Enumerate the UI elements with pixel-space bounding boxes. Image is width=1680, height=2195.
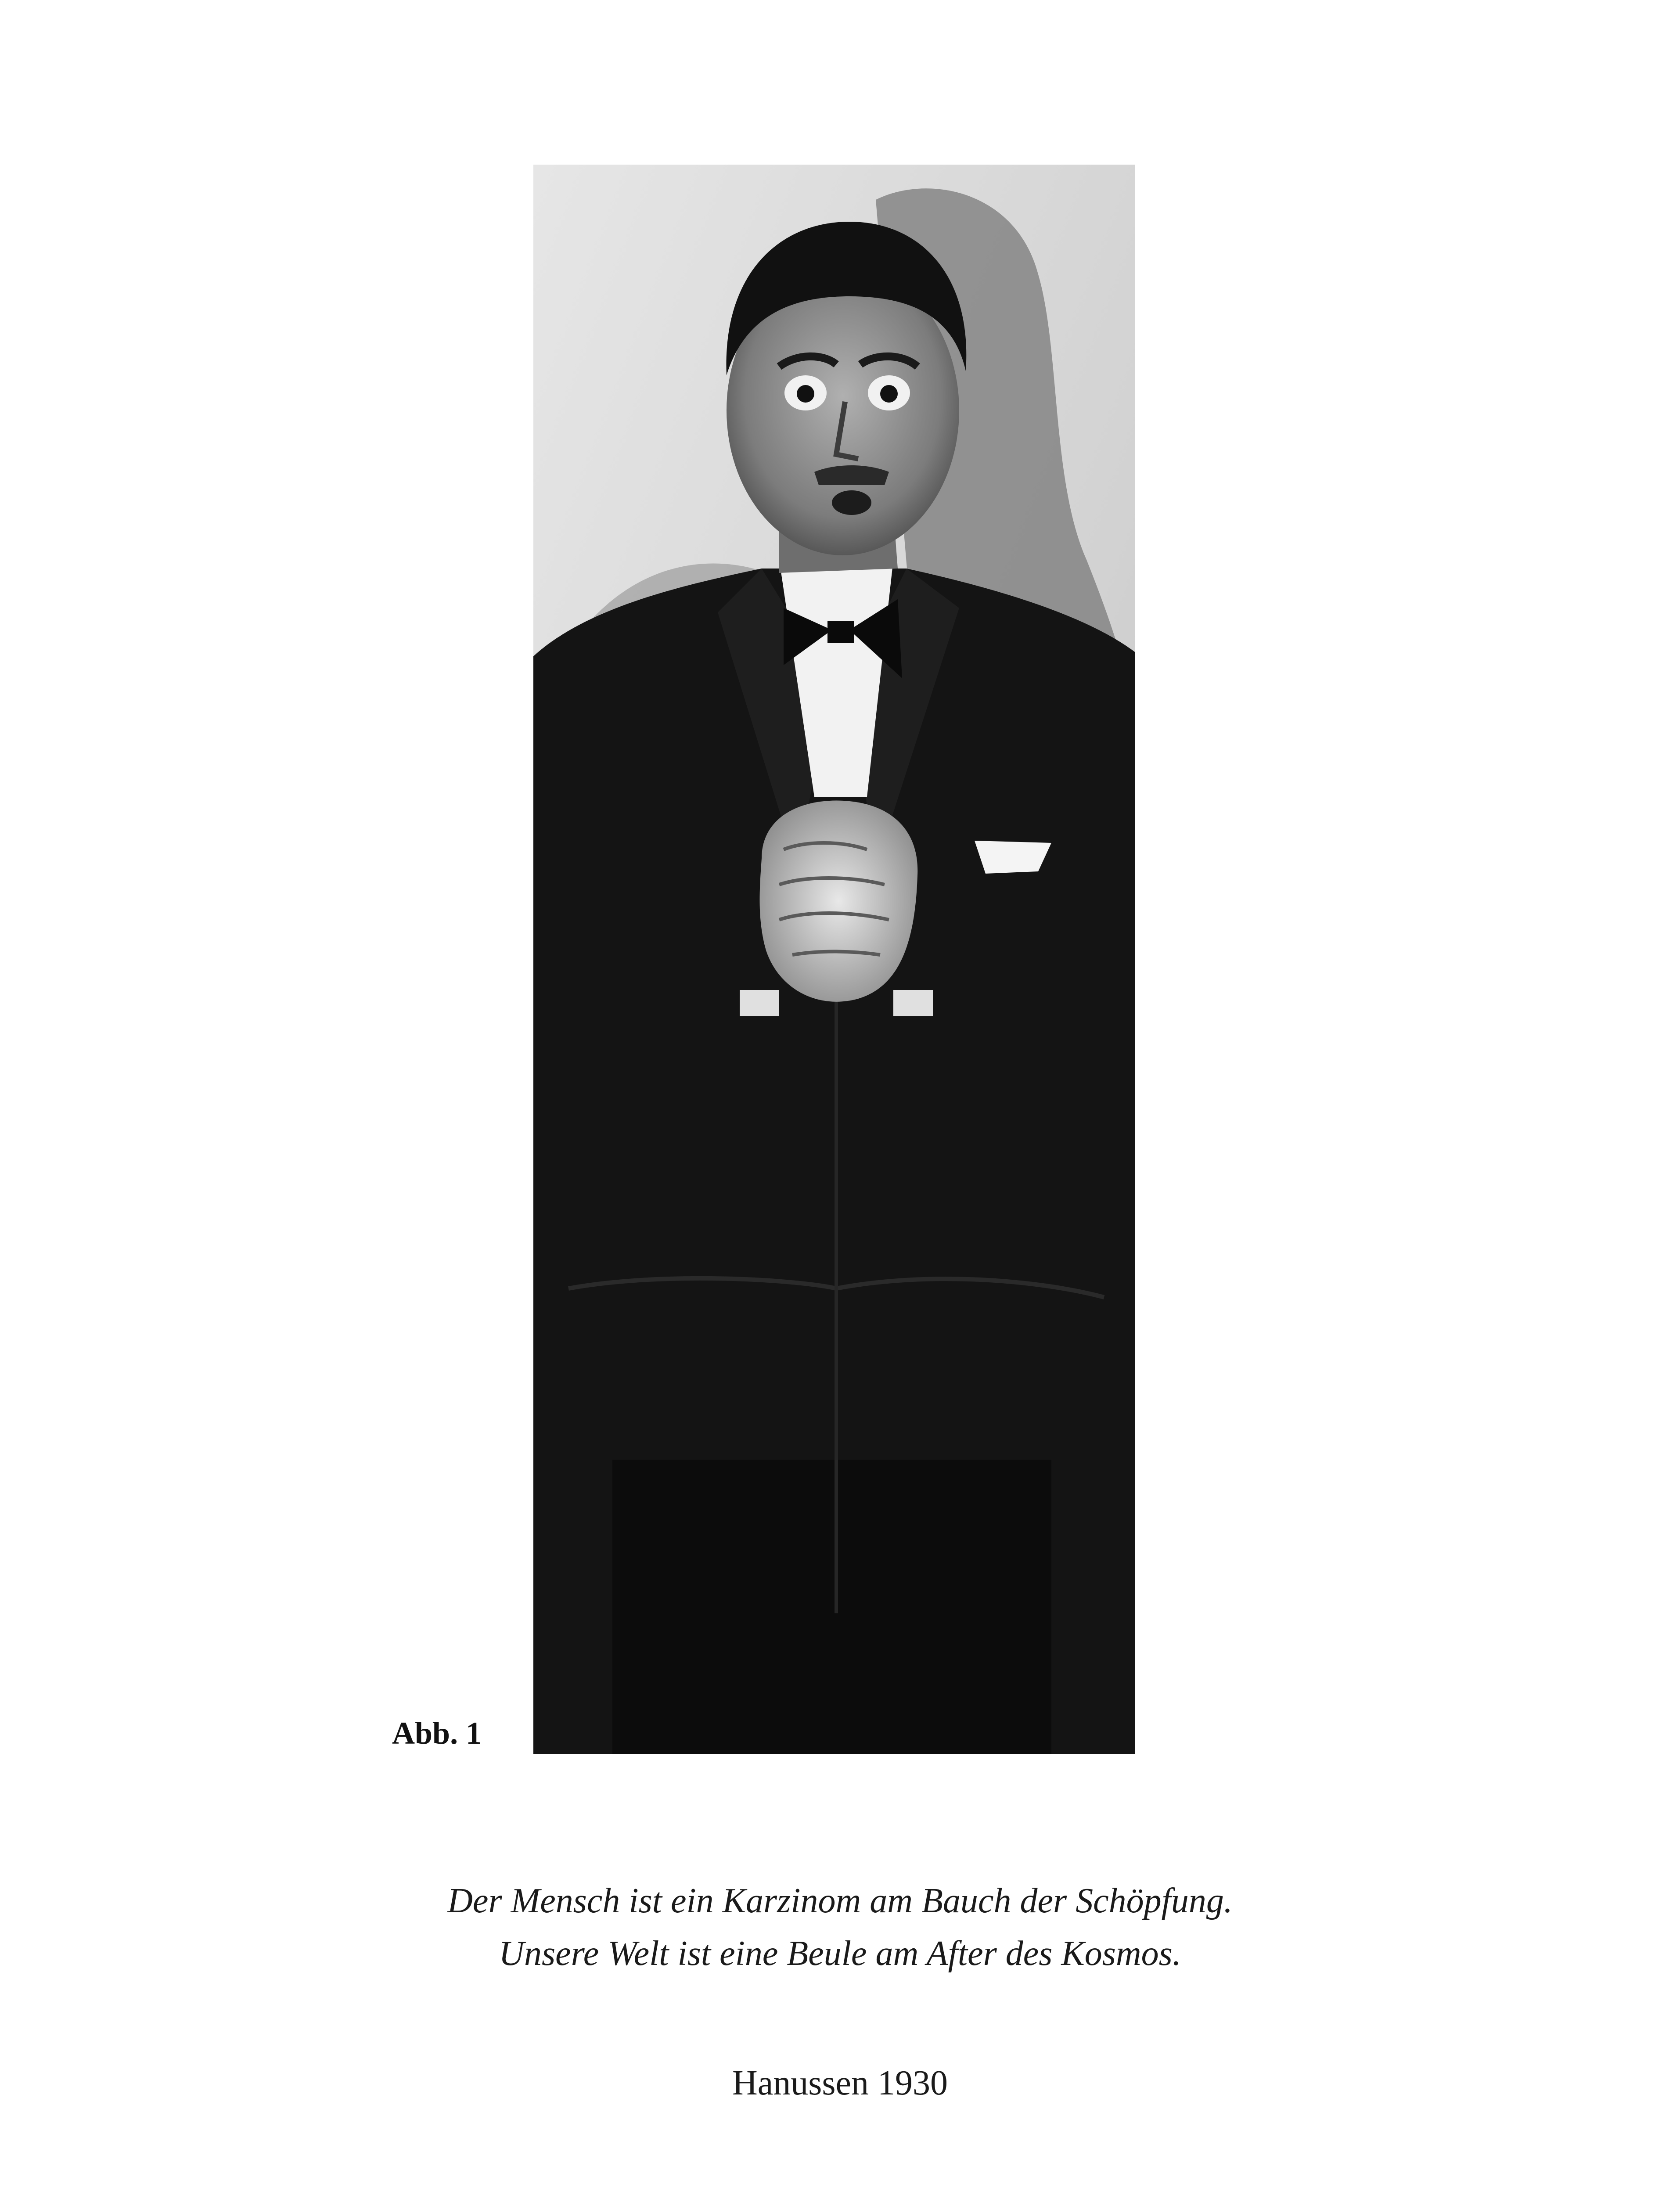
- left-pupil: [797, 385, 814, 403]
- mouth: [832, 490, 871, 515]
- bow-tie-knot: [827, 621, 854, 643]
- portrait-photo-illustration: [533, 165, 1135, 1754]
- right-cuff: [893, 990, 933, 1016]
- quote-line-2: Unsere Welt ist eine Beule am After des Kosmos.: [499, 1934, 1181, 1973]
- clasped-hands: [760, 801, 918, 1002]
- figure-label: Abb. 1: [392, 1716, 482, 1751]
- quote-line-1: Der Mensch ist ein Karzinom am Bauch der Schöpfung.: [447, 1882, 1233, 1920]
- portrait-photo: [533, 165, 1135, 1754]
- right-pupil: [880, 385, 898, 403]
- left-cuff: [740, 990, 779, 1016]
- trousers: [612, 1460, 1051, 1754]
- quote-attribution: Hanussen 1930: [732, 2064, 948, 2102]
